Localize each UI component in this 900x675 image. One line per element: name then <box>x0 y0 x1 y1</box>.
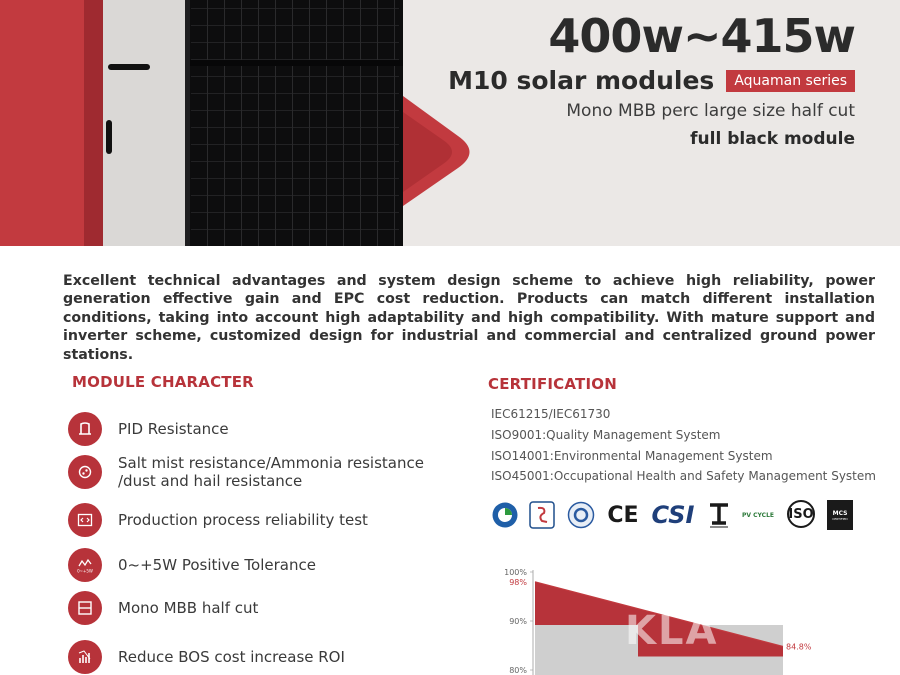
inmetro-logo <box>707 500 731 530</box>
panel-midline <box>185 60 403 66</box>
tuv-logo <box>491 500 519 530</box>
hero-banner <box>0 0 900 246</box>
feature-label: Salt mist resistance/Ammonia resistance /dust and hail resistance <box>118 454 424 490</box>
certification-list <box>491 404 876 487</box>
feature-item <box>68 640 345 674</box>
safety-logo <box>529 500 555 530</box>
y-tick-label: 100% <box>504 568 527 577</box>
feature-item <box>68 503 368 537</box>
y-tick-label: 80% <box>509 666 527 675</box>
tolerance-icon <box>68 548 102 582</box>
data-label-start: 98% <box>509 577 527 587</box>
solar-panel-image <box>185 0 403 246</box>
mcs-logo-text: MCS <box>832 509 848 517</box>
salt-mist-icon <box>68 455 102 489</box>
code-test-icon <box>68 503 102 537</box>
data-label-end: 84.8% <box>786 642 812 652</box>
model-line <box>448 66 855 95</box>
panel-side-frame <box>103 0 185 246</box>
feature-label: Mono MBB half cut <box>118 599 259 617</box>
half-cut-icon <box>68 591 102 625</box>
feature-label: 0~+5W Positive Tolerance <box>118 556 316 574</box>
hero-text-block <box>448 8 855 149</box>
degradation-chart <box>490 560 900 675</box>
series-badge: Aquaman series <box>726 70 855 92</box>
cert-item: ISO45001:Occupational Health and Safety Management System <box>491 469 876 484</box>
cert-item: ISO14001:Environmental Management System <box>491 448 773 463</box>
feature-label: Reduce BOS cost increase ROI <box>118 648 345 666</box>
cert-item: IEC61215/IEC61730 <box>491 407 611 421</box>
hero-red-shade <box>84 0 103 246</box>
model-name: M10 solar modules <box>448 66 715 95</box>
ce-logo: CE <box>607 502 639 528</box>
panel-cells <box>191 0 399 246</box>
feature-item <box>68 591 258 625</box>
feature-label: PID Resistance <box>118 420 229 438</box>
certification-title: CERTIFICATION <box>488 375 617 393</box>
intro-paragraph: Excellent technical advantages and system design scheme to achieve high reliability, power generation effective gain and EPC cost reduction. Products can match different installation conditions, taking into account high adaptability and high compatibility. With mature support and inverter scheme, customized design for industrial and commercial and centralized ground power stations. <box>63 273 875 363</box>
hero-subtitle: Mono MBB perc large size half cut <box>566 101 855 121</box>
cert-item: ISO9001:Quality Management System <box>491 427 721 442</box>
feature-label: Production process reliability test <box>118 511 368 529</box>
tolerance-icon-text: 0~+5W <box>77 568 93 574</box>
cqc-logo <box>567 500 595 530</box>
roi-icon <box>68 640 102 674</box>
iso-logo: ISO <box>787 500 815 528</box>
csi-logo: CSI <box>651 501 695 529</box>
chart-watermark: KLA <box>625 608 719 654</box>
y-tick-label: 90% <box>509 617 527 626</box>
junction-cable <box>108 64 150 70</box>
junction-cable-lower <box>106 120 112 154</box>
panel-frame <box>185 0 190 246</box>
pid-icon <box>68 412 102 446</box>
mcs-logo <box>827 500 853 530</box>
feature-item <box>68 454 424 490</box>
hero-subtitle-bold: full black module <box>690 129 855 149</box>
module-character-title: MODULE CHARACTER <box>72 373 254 391</box>
power-range: 400w~415w <box>548 9 855 63</box>
mcs-logo-sub: CERTIFIED <box>832 516 848 521</box>
feature-item <box>68 412 229 446</box>
pv-cycle-logo: PV CYCLE <box>742 511 774 519</box>
feature-item <box>68 548 316 582</box>
